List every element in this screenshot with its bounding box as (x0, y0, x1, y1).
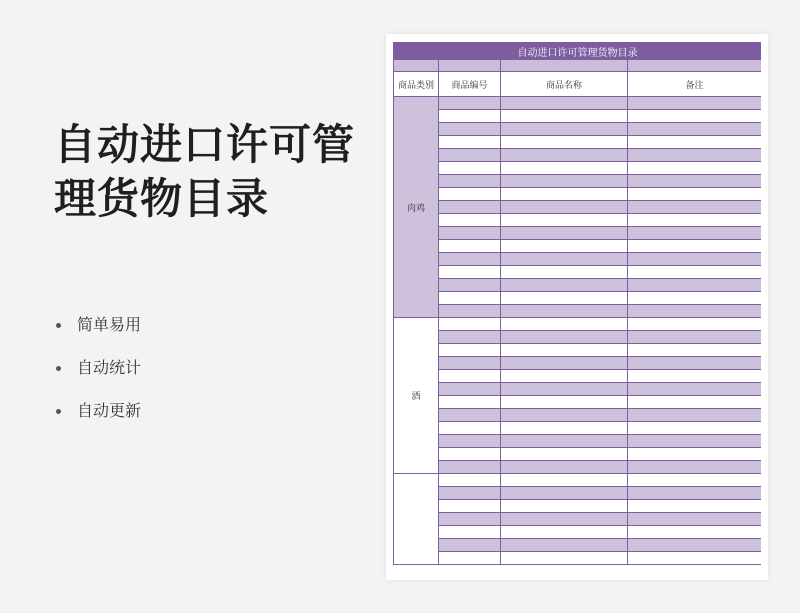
table-cell[interactable] (439, 149, 501, 162)
table-cell[interactable] (501, 162, 628, 175)
table-cell[interactable] (501, 240, 628, 253)
table-row (394, 123, 762, 136)
table-cell[interactable] (628, 123, 762, 136)
table-cell[interactable] (628, 526, 762, 539)
table-cell[interactable] (628, 201, 762, 214)
table-cell[interactable] (628, 292, 762, 305)
table-cell[interactable] (439, 279, 501, 292)
table-cell[interactable] (501, 253, 628, 266)
table-cell[interactable] (628, 149, 762, 162)
table-row (394, 500, 762, 513)
bullet-icon (56, 323, 61, 328)
table-cell[interactable] (439, 344, 501, 357)
feature-item (56, 355, 141, 398)
table-cell[interactable] (628, 227, 762, 240)
table-cell[interactable] (439, 188, 501, 201)
column-header: 商品编号 (439, 72, 501, 97)
table-cell[interactable] (439, 422, 501, 435)
table-cell[interactable] (439, 357, 501, 370)
table-cell[interactable] (628, 370, 762, 383)
table-cell[interactable] (439, 513, 501, 526)
feature-label: 自动更新 (77, 401, 142, 420)
table-cell[interactable] (501, 370, 628, 383)
table-cell[interactable] (439, 539, 501, 552)
table-cell[interactable] (439, 201, 501, 214)
table-row (394, 188, 762, 201)
table-cell[interactable] (628, 409, 762, 422)
table-row (394, 240, 762, 253)
table-row (394, 422, 762, 435)
table-cell[interactable] (501, 539, 628, 552)
table-cell[interactable] (439, 500, 501, 513)
category-cell (394, 474, 439, 565)
table-cell[interactable] (628, 253, 762, 266)
table-cell[interactable] (439, 435, 501, 448)
table-cell[interactable] (439, 253, 501, 266)
table-cell[interactable] (439, 526, 501, 539)
table-cell[interactable] (501, 136, 628, 149)
blank-header-row (394, 60, 762, 72)
catalog-table (393, 42, 761, 565)
column-header-row (394, 72, 762, 97)
table-cell[interactable] (501, 448, 628, 461)
table-cell[interactable] (628, 487, 762, 500)
table-cell[interactable] (439, 175, 501, 188)
table-cell[interactable] (439, 383, 501, 396)
table-cell[interactable] (439, 461, 501, 474)
table-cell[interactable] (501, 292, 628, 305)
table-row (394, 344, 762, 357)
table-cell[interactable] (501, 500, 628, 513)
table-cell[interactable] (501, 357, 628, 370)
table-cell[interactable] (501, 331, 628, 344)
table-cell[interactable] (501, 318, 628, 331)
table-cell[interactable] (439, 396, 501, 409)
table-cell[interactable] (501, 97, 628, 110)
table-row (394, 552, 762, 565)
table-cell[interactable] (628, 279, 762, 292)
table-row (394, 435, 762, 448)
table-cell[interactable] (628, 448, 762, 461)
table-cell[interactable] (439, 227, 501, 240)
table-row (394, 253, 762, 266)
table-cell[interactable] (501, 214, 628, 227)
table-cell[interactable] (628, 188, 762, 201)
table-cell[interactable] (439, 448, 501, 461)
table-row (394, 383, 762, 396)
table-cell[interactable] (628, 396, 762, 409)
table-cell[interactable] (628, 435, 762, 448)
table-cell[interactable] (439, 292, 501, 305)
table-cell[interactable] (439, 97, 501, 110)
table-row (394, 474, 762, 487)
table-cell[interactable] (501, 279, 628, 292)
table-cell[interactable] (501, 383, 628, 396)
table-row (394, 461, 762, 474)
table-cell[interactable] (628, 162, 762, 175)
table-cell[interactable] (439, 136, 501, 149)
column-header: 备注 (628, 72, 762, 97)
table-row (394, 396, 762, 409)
column-header: 商品名称 (501, 72, 628, 97)
table-row (394, 318, 762, 331)
table-cell[interactable] (501, 123, 628, 136)
page-title (54, 118, 364, 226)
document-preview (386, 34, 768, 580)
table-cell[interactable] (501, 227, 628, 240)
table-row (394, 201, 762, 214)
table-cell[interactable] (501, 526, 628, 539)
table-row (394, 266, 762, 279)
table-cell[interactable] (501, 201, 628, 214)
bullet-icon (56, 409, 61, 414)
table-row (394, 279, 762, 292)
spreadsheet-grid (393, 42, 761, 580)
table-row (394, 513, 762, 526)
table-cell[interactable] (628, 240, 762, 253)
table-row (394, 357, 762, 370)
table-cell[interactable] (628, 422, 762, 435)
feature-label: 自动统计 (77, 358, 142, 377)
table-cell[interactable] (439, 162, 501, 175)
table-cell[interactable] (628, 318, 762, 331)
table-cell[interactable] (501, 266, 628, 279)
feature-item (56, 398, 141, 441)
table-cell[interactable] (628, 136, 762, 149)
table-cell[interactable] (439, 552, 501, 565)
table-cell[interactable] (628, 305, 762, 318)
table-cell[interactable] (439, 474, 501, 487)
column-header: 商品类别 (394, 72, 439, 97)
category-cell: 肉鸡 (394, 97, 439, 318)
table-cell[interactable] (439, 318, 501, 331)
table-cell[interactable] (501, 487, 628, 500)
table-cell[interactable] (439, 110, 501, 123)
table-cell[interactable] (628, 97, 762, 110)
feature-list (56, 312, 141, 441)
table-cell[interactable] (628, 175, 762, 188)
table-cell[interactable] (628, 357, 762, 370)
table-cell[interactable] (439, 370, 501, 383)
table-cell[interactable] (501, 513, 628, 526)
table-cell[interactable] (501, 175, 628, 188)
title-line-2: 理货物目录 (54, 174, 270, 223)
feature-label: 简单易用 (77, 315, 142, 334)
table-cell[interactable] (501, 110, 628, 123)
table-cell[interactable] (628, 474, 762, 487)
sheet-title-row (394, 43, 762, 60)
table-cell[interactable] (439, 214, 501, 227)
table-row (394, 110, 762, 123)
table-cell[interactable] (628, 539, 762, 552)
table-cell[interactable] (628, 461, 762, 474)
category-cell: 酒 (394, 318, 439, 474)
table-row (394, 97, 762, 110)
table-cell[interactable] (628, 552, 762, 565)
table-cell[interactable] (501, 305, 628, 318)
table-row (394, 370, 762, 383)
table-cell[interactable] (628, 500, 762, 513)
table-cell[interactable] (439, 305, 501, 318)
table-cell[interactable] (628, 344, 762, 357)
table-cell[interactable] (501, 188, 628, 201)
table-cell[interactable] (501, 552, 628, 565)
table-cell[interactable] (628, 266, 762, 279)
table-cell[interactable] (501, 461, 628, 474)
table-cell[interactable] (501, 435, 628, 448)
table-row (394, 292, 762, 305)
table-row (394, 526, 762, 539)
feature-item (56, 312, 141, 355)
table-cell[interactable] (628, 110, 762, 123)
table-cell[interactable] (439, 487, 501, 500)
table-row (394, 448, 762, 461)
table-row (394, 539, 762, 552)
table-cell[interactable] (628, 331, 762, 344)
table-cell[interactable] (628, 383, 762, 396)
table-cell[interactable] (501, 422, 628, 435)
table-cell[interactable] (439, 123, 501, 136)
sheet-title: 自动进口许可管理货物目录 (394, 43, 762, 60)
table-cell[interactable] (501, 149, 628, 162)
table-cell[interactable] (501, 474, 628, 487)
table-row (394, 409, 762, 422)
table-cell[interactable] (628, 513, 762, 526)
table-row (394, 149, 762, 162)
table-cell[interactable] (439, 409, 501, 422)
bullet-icon (56, 366, 61, 371)
table-row (394, 227, 762, 240)
table-row (394, 136, 762, 149)
table-row (394, 162, 762, 175)
table-row (394, 487, 762, 500)
table-cell[interactable] (439, 266, 501, 279)
table-row (394, 331, 762, 344)
table-row (394, 175, 762, 188)
table-cell[interactable] (439, 331, 501, 344)
table-cell[interactable] (628, 214, 762, 227)
table-cell[interactable] (501, 409, 628, 422)
table-cell[interactable] (501, 396, 628, 409)
table-cell[interactable] (439, 240, 501, 253)
table-row (394, 214, 762, 227)
title-line-1: 自动进口许可管 (54, 120, 356, 169)
table-cell[interactable] (501, 344, 628, 357)
table-row (394, 305, 762, 318)
